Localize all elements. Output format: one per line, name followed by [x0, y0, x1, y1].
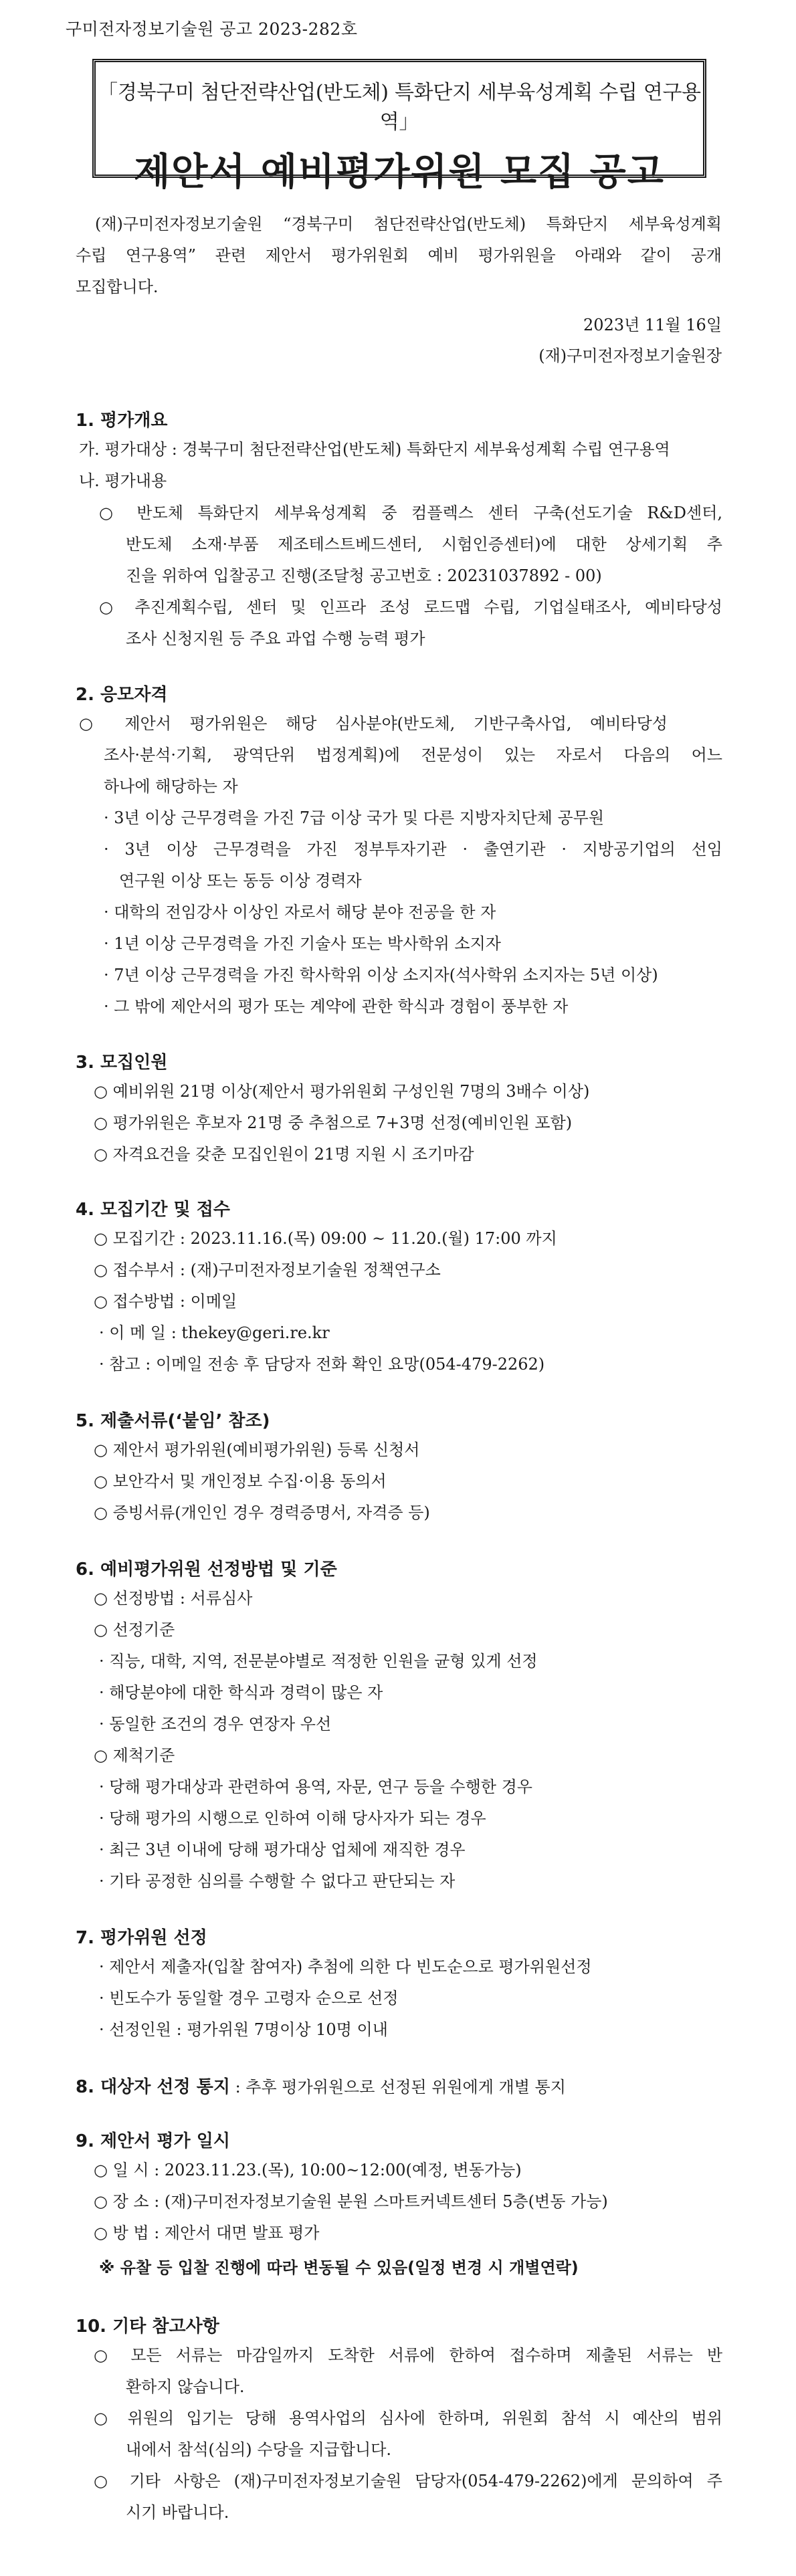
section-6-line: · 해당분야에 대한 학식과 경력이 많은 자 — [99, 1683, 383, 1702]
section-10-line: 내에서 참석(심의) 수당을 지급합니다. — [126, 2440, 392, 2459]
section-10-line: ○ 기타 사항은 (재)구미전자정보기술원 담당자(054-479-2262)에게 문의하여 주 — [94, 2472, 722, 2490]
intro-line: (재)구미전자정보기술원 “경북구미 첨단전략산업(반도체) 특화단지 세부육성계획 — [95, 215, 722, 233]
section-3-line: ○ 평가위원은 후보자 21명 중 추첨으로 7+3명 선정(예비인원 포함) — [94, 1113, 573, 1132]
section-1-line: ○ 반도체 특화단지 세부육성계획 중 컴플렉스 센터 구축(선도기술 R&D센터, — [99, 504, 722, 522]
section-2-line: · 그 밖에 제안서의 평가 또는 계약에 관한 학식과 경험이 풍부한 자 — [104, 997, 569, 1016]
intro-line: 모집합니다. — [76, 278, 159, 296]
section-10-line: 환하지 않습니다. — [126, 2377, 245, 2396]
section-4-line: · 참고 : 이메일 전송 후 담당자 전화 확인 요망(054-479-2262) — [99, 1355, 545, 1374]
section-10-title: 10. 기타 참고사항 — [76, 2317, 219, 2337]
section-6-line: · 최근 3년 이내에 당해 평가대상 업체에 재직한 경우 — [99, 1840, 466, 1859]
section-1-line: ○ 추진계획수립, 센터 및 인프라 조성 로드맵 수립, 기업실태조사, 예비타당성 — [99, 598, 722, 617]
section-6-line: ○ 선정기준 — [94, 1620, 175, 1639]
section-7-line: · 빈도수가 동일할 경우 고령자 순으로 선정 — [99, 1989, 399, 2008]
section-2-line: · 3년 이상 근무경력을 가진 정부투자기관 · 출연기관 · 지방공기업의 선임 — [104, 840, 722, 859]
section-7-title: 7. 평가위원 선정 — [76, 1928, 207, 1948]
section-2-line: · 3년 이상 근무경력을 가진 7급 이상 국가 및 다른 지방자치단체 공무원 — [104, 809, 605, 827]
contact-email: · 이 메 일 : thekey@geri.re.kr — [99, 1323, 330, 1342]
page-title: 제안서 예비평가위원 모집 공고 — [134, 150, 665, 194]
section-5-title: 5. 제출서류(‘붙임’ 참조) — [76, 1411, 270, 1431]
section-1-line: 반도체 소재·부품 제조테스트베드센터, 시험인증센터)에 대한 상세기획 추 — [126, 535, 722, 554]
section-8-text: : 추후 평가위원으로 선정된 위원에게 개별 통지 — [229, 2078, 566, 2097]
section-3-line: ○ 자격요건을 갖춘 모집인원이 21명 지원 시 조기마감 — [94, 1145, 474, 1164]
section-1-line: 조사 신청지원 등 주요 과업 수행 능력 평가 — [126, 629, 425, 648]
section-9-line: ○ 일 시 : 2023.11.23.(목), 10:00~12:00(예정, 변동가능) — [94, 2161, 522, 2179]
section-1-title: 1. 평가개요 — [76, 411, 168, 431]
section-6-line: ○ 제척기준 — [94, 1746, 175, 1765]
section-6-line: · 동일한 조건의 경우 연장자 우선 — [99, 1715, 332, 1733]
section-10-line: 시기 바랍니다. — [126, 2503, 229, 2522]
section-2-line: · 1년 이상 근무경력을 가진 기술사 또는 박사학위 소지자 — [104, 934, 501, 953]
section-1-line: 진을 위하여 입찰공고 진행(조달청 공고번호 : 20231037892 - 00) — [126, 566, 602, 585]
section-2-line: · 7년 이상 근무경력을 가진 학사학위 이상 소지자(석사학위 소지자는 5년 이상) — [104, 966, 658, 984]
section-2-line: 연구원 이상 또는 동등 이상 경력자 — [119, 871, 362, 890]
title-subtitle: 「경북구미 첨단전략산업(반도체) 특화단지 세부육성계획 수립 연구용역」 — [98, 81, 701, 134]
issuer: (재)구미전자정보기술원장 — [538, 346, 722, 365]
section-2-line: ○ 제안서 평가위원은 해당 심사분야(반도체, 기반구축사업, 예비타당성 — [79, 714, 668, 733]
section-6-line: · 당해 평가의 시행으로 인하여 이해 당사자가 되는 경우 — [99, 1809, 486, 1828]
section-6-title: 6. 예비평가위원 선정방법 및 기준 — [76, 1560, 337, 1580]
section-8-title: 8. 대상자 선정 통지 — [76, 2077, 230, 2097]
intro-line: 수립 연구용역” 관련 제안서 평가위원회 예비 평가위원을 아래와 같이 공개 — [76, 246, 722, 265]
section-6-line: · 직능, 대학, 지역, 전문분야별로 적정한 인원을 균형 있게 선정 — [99, 1652, 538, 1671]
section-4-line: ○ 모집기간 : 2023.11.16.(목) 09:00 ~ 11.20.(월) 17:00 까지 — [94, 1229, 557, 1248]
section-4-line: ○ 접수방법 : 이메일 — [94, 1292, 237, 1311]
section-9-title: 9. 제안서 평가 일시 — [76, 2131, 230, 2151]
section-1-line: 나. 평가내용 — [79, 471, 167, 490]
section-9-line: ○ 방 법 : 제안서 대면 발표 평가 — [94, 2224, 320, 2242]
section-5-line: ○ 보안각서 및 개인정보 수집·이용 동의서 — [94, 1472, 387, 1491]
title-box — [92, 59, 706, 194]
section-1-line: 가. 평가대상 : 경북구미 첨단전략산업(반도체) 특화단지 세부육성계획 수립 연구용역 — [79, 440, 670, 459]
section-10-line: ○ 모든 서류는 마감일까지 도착한 서류에 한하여 접수하며 제출된 서류는 반 — [94, 2346, 722, 2365]
section-9-line: ○ 장 소 : (재)구미전자정보기술원 분원 스마트커넥트센터 5층(변동 가능) — [94, 2192, 608, 2211]
section-10-line: ○ 위원의 입기는 당해 용역사업의 심사에 한하며, 위원회 참석 시 예산의 범위 — [94, 2409, 722, 2428]
section-2-title: 2. 응모자격 — [76, 685, 168, 705]
schedule-change-note: ※ 유찰 등 입찰 진행에 따라 변동될 수 있음(일정 변경 시 개별연락) — [99, 2258, 579, 2277]
section-6-line: · 당해 평가대상과 관련하여 용역, 자문, 연구 등을 수행한 경우 — [99, 1778, 532, 1796]
section-4-title: 4. 모집기간 및 접수 — [76, 1200, 230, 1220]
section-6-line: ○ 선정방법 : 서류심사 — [94, 1589, 253, 1608]
section-5-line: ○ 증빙서류(개인인 경우 경력증명서, 자격증 등) — [94, 1503, 430, 1522]
section-7-line: · 선정인원 : 평가위원 7명이상 10명 이내 — [99, 2020, 388, 2039]
section-2-line: 조사·분석·기획, 광역단위 법정계획)에 전문성이 있는 자로서 다음의 어느 — [104, 746, 722, 764]
section-6-line: · 기타 공정한 심의를 수행할 수 없다고 판단되는 자 — [99, 1872, 456, 1891]
section-2-line: 하나에 해당하는 자 — [104, 777, 238, 796]
notice-date: 2023년 11월 16일 — [583, 316, 722, 334]
section-3-line: ○ 예비위원 21명 이상(제안서 평가위원회 구성인원 7명의 3배수 이상) — [94, 1082, 590, 1101]
section-4-line: ○ 접수부서 : (재)구미전자정보기술원 정책연구소 — [94, 1261, 441, 1279]
notice-number: 구미전자정보기술원 공고 2023-282호 — [66, 19, 358, 39]
section-2-line: · 대학의 전임강사 이상인 자로서 해당 분야 전공을 한 자 — [104, 903, 496, 922]
section-7-line: · 제안서 제출자(입찰 참여자) 추첨에 의한 다 빈도순으로 평가위원선정 — [99, 1957, 592, 1976]
section-3-title: 3. 모집인원 — [76, 1053, 168, 1073]
section-8 — [76, 2073, 566, 2098]
section-5-line: ○ 제안서 평가위원(예비평가위원) 등록 신청서 — [94, 1440, 420, 1459]
